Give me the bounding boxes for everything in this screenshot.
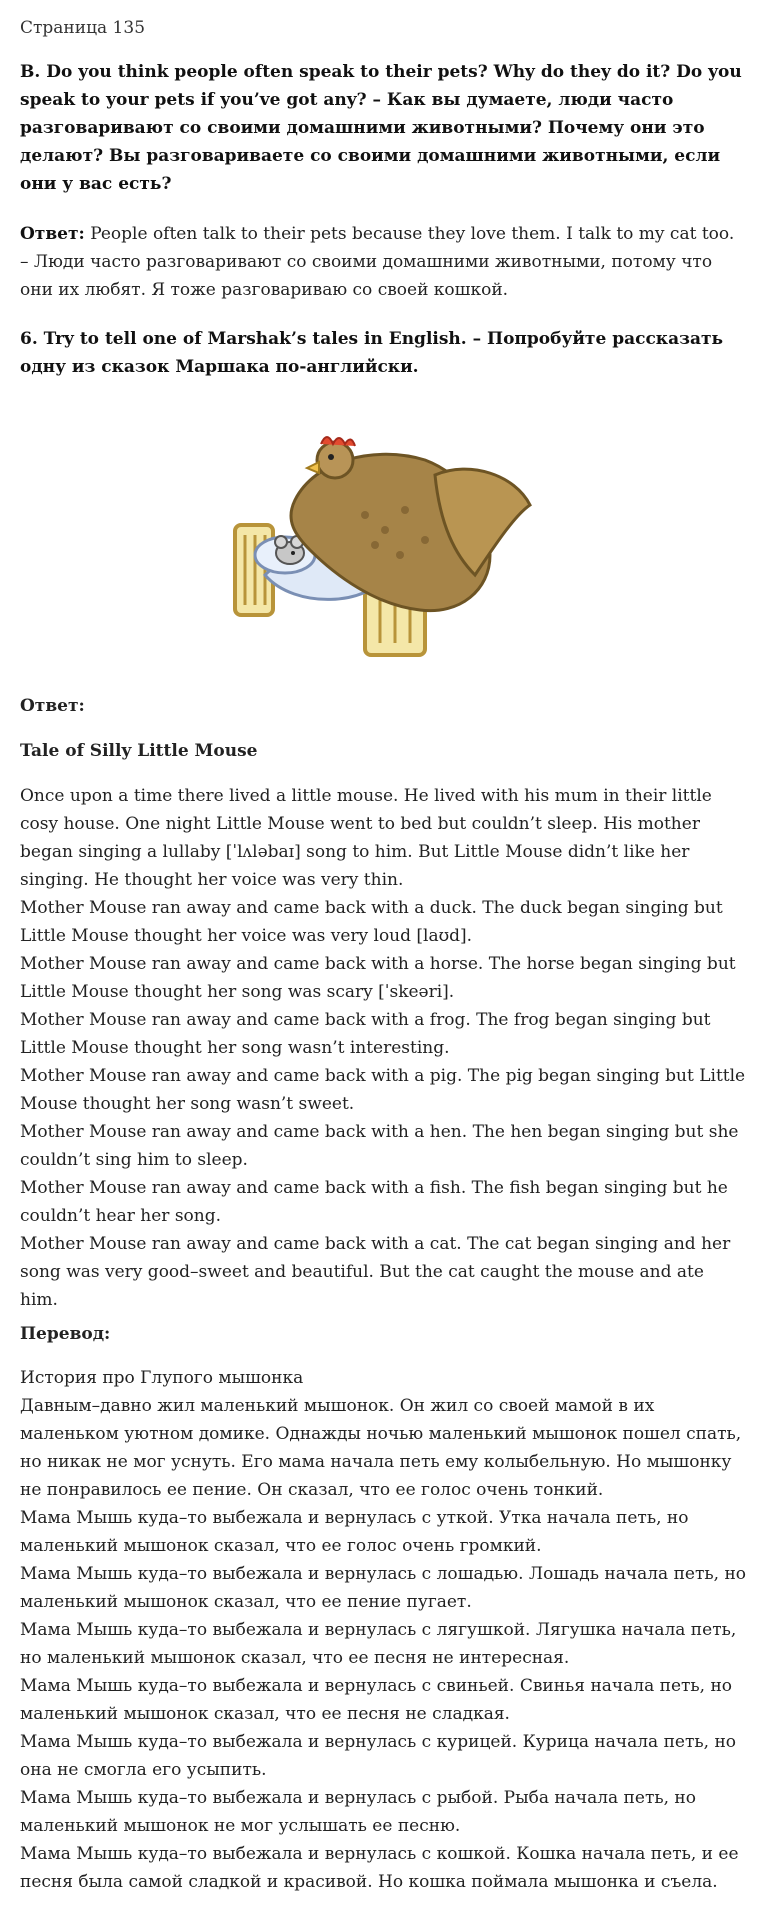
- translation-line: Давным–давно жил маленький мышонок. Он жил со своей мамой в их маленьком уютном домике. Однажды ночью маленький мышонок пошел спать, но никак не мог уснуть. Его мама начала петь ему колыбельную. Но мышонку не понравилось ее пение. Он сказал, что ее голос очень тонкий.: [20, 1396, 742, 1500]
- translation-label: Перевод:: [20, 1324, 111, 1344]
- translation-line: Мама Мышь куда–то выбежала и вернулась с свиньей. Свинья начала петь, но маленький мышонок сказал, что ее песня не сладкая.: [20, 1676, 733, 1724]
- tale-line: Mother Mouse ran away and came back with a cat. The cat began singing and her song was very good–sweet and beautiful. But the cat caught the mouse and ate him.: [20, 1234, 731, 1310]
- translation-line: Мама Мышь куда–то выбежала и вернулась с лошадью. Лошадь начала петь, но маленький мышонок сказал, что ее пение пугает.: [20, 1564, 747, 1612]
- translation-text: [20, 1364, 747, 1896]
- tale-line: Mother Mouse ran away and came back with a hen. The hen began singing but she couldn’t sing him to sleep.: [20, 1122, 739, 1170]
- page-number: Страница 135: [20, 18, 146, 38]
- answer-b-text: People often talk to their pets because they love them. I talk to my cat too. – Люди часто разговаривают со своими домашними животными, потому что они их любят. Я тоже разговариваю со своей кошкой.: [20, 224, 735, 300]
- tale-line: Mother Mouse ran away and came back with a horse. The horse began singing but Little Mouse thought her song was scary [ˈskeəri].: [20, 954, 736, 1002]
- answer-b-label: Ответ:: [20, 224, 85, 244]
- translation-line: Мама Мышь куда–то выбежала и вернулась с лягушкой. Лягушка начала петь, но маленький мышонок сказал, что ее песня не интересная.: [20, 1620, 737, 1668]
- translation-line: Мама Мышь куда–то выбежала и вернулась с рыбой. Рыба начала петь, но маленький мышонок не мог услышать ее песню.: [20, 1788, 696, 1836]
- translation-line: Мама Мышь куда–то выбежала и вернулась с курицей. Курица начала петь, но она не смогла его усыпить.: [20, 1732, 737, 1780]
- tale-line: Mother Mouse ran away and came back with a fish. The fish began singing but he couldn’t hear her song.: [20, 1178, 728, 1226]
- translation-line: Мама Мышь куда–то выбежала и вернулась с уткой. Утка начала петь, но маленький мышонок сказал, что ее голос очень громкий.: [20, 1508, 689, 1556]
- hen-mouse-illustration: [215, 405, 545, 665]
- tale-line: Mother Mouse ran away and came back with a pig. The pig began singing but Little Mouse thought her song wasn’t sweet.: [20, 1066, 746, 1114]
- answer-label: Ответ:: [20, 696, 85, 716]
- question-b: B. Do you think people often speak to their pets? Why do they do it? Do you speak to your pets if you’ve got any? – Как вы думаете, люди часто разговаривают со своими домашними животными? Почему они это делают? Вы разговариваете со своими домашними животными, если они у вас есть?: [20, 62, 742, 194]
- tale-line: Mother Mouse ran away and came back with a frog. The frog began singing but Little Mouse thought her song wasn’t interesting.: [20, 1010, 711, 1058]
- tale-line: Mother Mouse ran away and came back with a duck. The duck began singing but Little Mouse thought her voice was very loud [laʊd].: [20, 898, 723, 946]
- hen-beak: [307, 462, 319, 473]
- tale-line: Once upon a time there lived a little mouse. He lived with his mum in their little cosy house. One night Little Mouse went to bed but couldn’t sleep. His mother began singing a lullaby [ˈlʌləbaɪ] song to him. But Little Mouse didn’t like her singing. He thought her voice was very thin.: [20, 786, 712, 890]
- hen-eye: [328, 454, 334, 460]
- answer-b: [20, 220, 747, 304]
- question-6: 6. Try to tell one of Marshak’s tales in English. – Попробуйте рассказать одну из сказок Маршака по-английски.: [20, 329, 724, 377]
- hen-head: [317, 442, 353, 478]
- tale-text: [20, 782, 747, 1314]
- tale-title: Tale of Silly Little Mouse: [20, 741, 258, 761]
- translation-line: Мама Мышь куда–то выбежала и вернулась с кошкой. Кошка начала петь, и ее песня была самой сладкой и красивой. Но кошка поймала мышонка и съела.: [20, 1844, 739, 1892]
- translation-line: История про Глупого мышонка: [20, 1368, 304, 1388]
